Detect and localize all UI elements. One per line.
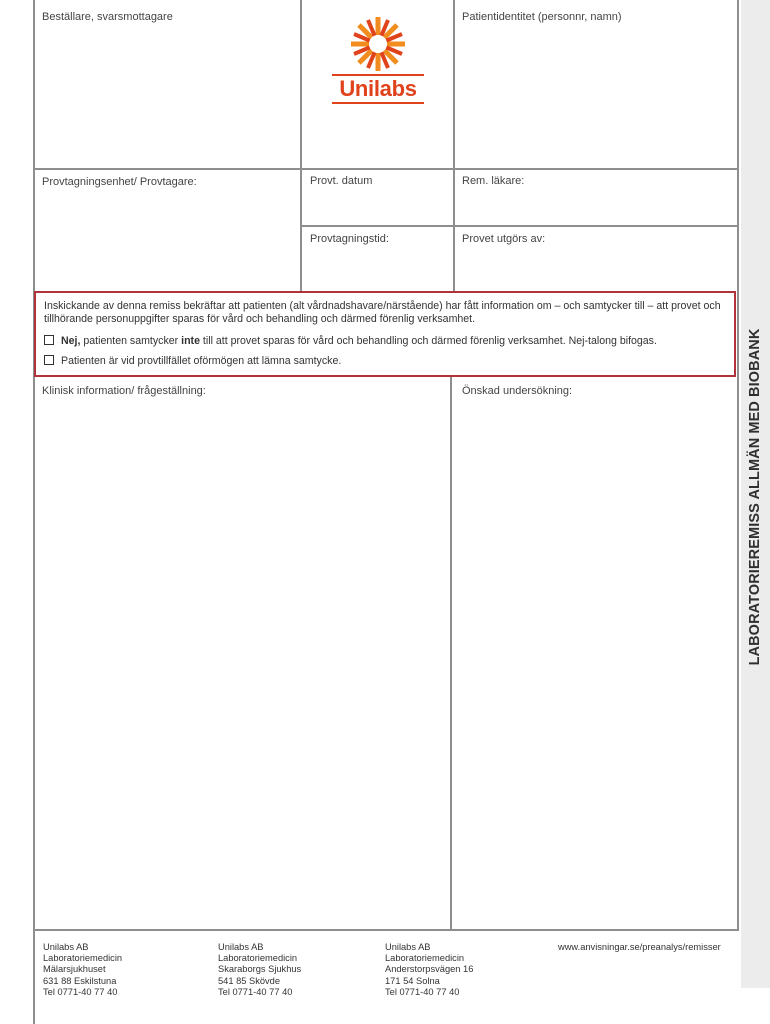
referring-physician-label: Rem. läkare:: [462, 175, 525, 187]
grid-line: [33, 0, 35, 1024]
consent-no-bold: Nej,: [61, 335, 81, 347]
sampling-date-field[interactable]: [303, 190, 451, 223]
consent-option-unable[interactable]: [44, 355, 341, 367]
footer-address-solna: Unilabs AB Laboratoriemedicin Anderstorpsvägen 16 171 54 Solna Tel 0771-40 77 40: [385, 942, 474, 997]
sampling-unit-field[interactable]: [36, 192, 298, 289]
sampling-date-label: Provt. datum: [310, 175, 373, 187]
unilabs-logo: [328, 12, 428, 104]
grid-line: [300, 225, 739, 227]
grid-line: [33, 168, 739, 170]
grid-line: [450, 377, 452, 931]
requested-exam-label: Önskad undersökning:: [462, 385, 573, 397]
sampling-unit-label: Provtagningsenhet/ Provtagare:: [42, 176, 197, 188]
consent-text: Inskickande av denna remiss bekräftar att patienten (alt vårdnadshavare/närstående) har fått information om – och samtycker till – att provet och tillhörande personuppgifter sparas för vård och behandling och därmed förenlig verksamhet.: [44, 300, 721, 325]
logo-wordmark: Unilabs: [339, 76, 417, 101]
orderer-label: Beställare, svarsmottagare: [42, 11, 173, 23]
grid-line: [737, 0, 739, 931]
sample-type-label: Provet utgörs av:: [462, 233, 546, 245]
consent-no-rest: till att provet sparas för vård och behandling och därmed förenlig verksamhet. Nej-talong bifogas.: [199, 335, 657, 347]
orderer-field[interactable]: [36, 28, 298, 166]
grid-line: [453, 0, 455, 291]
patient-id-label: Patientidentitet (personnr, namn): [462, 11, 622, 23]
footer-website-link[interactable]: www.anvisningar.se/preanalys/remisser: [558, 942, 721, 952]
sampling-time-field[interactable]: [303, 248, 451, 289]
grid-line: [33, 929, 739, 931]
consent-unable-text: Patienten är vid provtillfället oförmögen att lämna samtycke.: [61, 355, 342, 367]
sample-type-field[interactable]: [456, 248, 736, 289]
form-title: LABORATORIEREMISS ALLMÄN MED BIOBANK: [747, 328, 763, 666]
checkbox-unable[interactable]: [44, 355, 54, 365]
checkbox-no[interactable]: [44, 335, 54, 345]
consent-no-text: patienten samtycker: [80, 335, 182, 347]
consent-box: [34, 291, 736, 377]
clinical-info-label: Klinisk information/ frågeställning:: [42, 385, 206, 397]
footer-address-eskilstuna: Unilabs AB Laboratoriemedicin Mälarsjukhuset 631 88 Eskilstuna Tel 0771-40 77 40: [43, 942, 123, 997]
patient-id-field[interactable]: [456, 28, 736, 166]
clinical-info-field[interactable]: [36, 402, 448, 927]
footer-address-skovde: Unilabs AB Laboratoriemedicin Skaraborgs Sjukhus 541 85 Skövde Tel 0771-40 77 40: [218, 942, 302, 997]
sampling-time-label: Provtagningstid:: [310, 233, 389, 245]
sunburst-icon: [328, 12, 428, 76]
referring-physician-field[interactable]: [456, 190, 736, 223]
consent-no-emphasis: inte: [181, 335, 200, 347]
consent-option-no[interactable]: [44, 335, 657, 347]
grid-line: [300, 0, 302, 291]
requested-exam-field[interactable]: [454, 402, 736, 927]
